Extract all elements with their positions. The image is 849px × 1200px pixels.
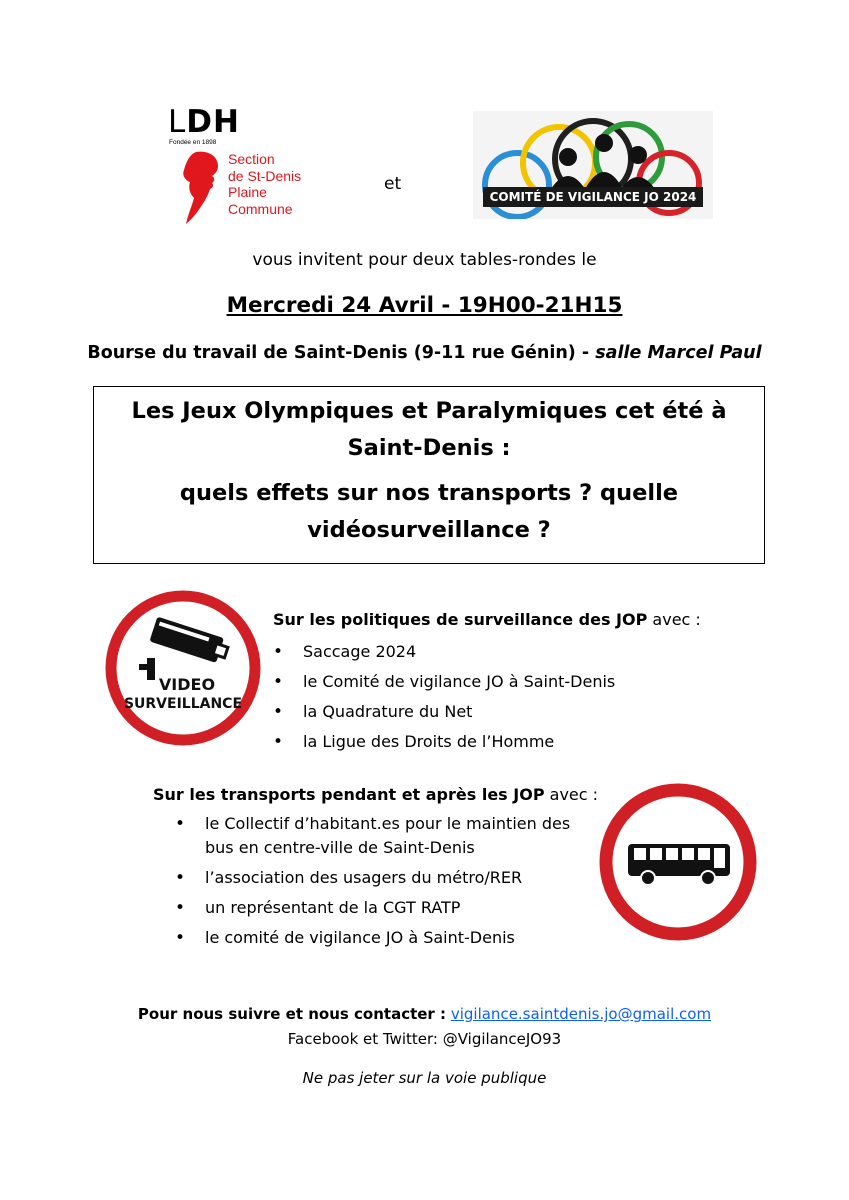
list-item: • la Ligue des Droits de l’Homme [273, 730, 703, 760]
transport-speakers-list [175, 812, 595, 956]
video-surveillance-sign [103, 588, 263, 748]
disclaimer: Ne pas jeter sur la voie publique [302, 1069, 547, 1087]
transport-heading [153, 785, 598, 804]
ldh-section-name [228, 151, 301, 217]
place-room: salle Marcel Paul [595, 343, 762, 363]
list-item: • la Quadrature du Net [273, 700, 703, 730]
camera-icon [103, 588, 263, 748]
place-address: Bourse du travail de Saint-Denis (9-11 rue Génin) - [87, 343, 596, 363]
transport-heading-rest: avec : [544, 785, 599, 804]
ldh-section-line: Section [228, 151, 275, 167]
title-line-2: quels effets sur nos transports ? quelle vidéosurveillance ? [179, 480, 679, 543]
connector-text: et [384, 174, 402, 194]
contact-label: Pour nous suivre et nous contacter : [137, 1005, 447, 1023]
comite-banner-text: COMITÉ DE VIGILANCE JO 2024 [489, 190, 697, 204]
ldh-section-line: Plaine [228, 184, 267, 200]
list-item: • Saccage 2024 [273, 640, 703, 670]
surveillance-speakers-list [273, 640, 703, 760]
video-sign-text: VIDEO [158, 675, 216, 694]
transport-heading-bold: Sur les transports pendant et après les JOP [153, 785, 545, 804]
list-item: • un représentant de la CGT RATP [175, 896, 595, 920]
ldh-logo [168, 105, 328, 225]
surveillance-heading-bold: Sur les politiques de surveillance des JOP [273, 610, 648, 629]
event-date: Mercredi 24 Avril - 19H00-21H15 [226, 293, 623, 318]
ldh-founded-text: Fondée en 1898 [169, 139, 217, 146]
bus-icon [598, 782, 758, 942]
list-item: • le Collectif d’habitant.es pour le maintien des bus en centre-ville de Saint-Denis [175, 812, 595, 860]
social-line: Facebook et Twitter: @VigilanceJO93 [287, 1030, 562, 1048]
invite-line: vous invitent pour deux tables-rondes le [252, 250, 597, 270]
list-item: • l’association des usagers du métro/RER [175, 866, 595, 890]
contact-email-link[interactable]: vigilance.saintdenis.jo@gmail.com [450, 1005, 712, 1023]
ldh-section-line: de St-Denis [228, 167, 302, 184]
comite-vigilance-logo [473, 111, 713, 219]
title-box [93, 386, 765, 564]
surveillance-heading [273, 610, 701, 629]
surveillance-heading-rest: avec : [647, 610, 701, 629]
list-item: • le Comité de vigilance JO à Saint-Denis [273, 670, 703, 700]
no-bus-sign [598, 782, 758, 942]
title-line-1: Les Jeux Olympiques et Paralymiques cet été à Saint-Denis : [131, 398, 727, 461]
ldh-profile-icon [182, 150, 232, 225]
contact-line [0, 1005, 849, 1023]
ldh-wordmark: LDH [168, 104, 240, 140]
event-place [0, 343, 849, 363]
surveillance-sign-text: SURVEILLANCE [123, 696, 243, 712]
list-item: • le comité de vigilance JO à Saint-Denis [175, 926, 595, 950]
ldh-section-line: Commune [228, 200, 293, 217]
